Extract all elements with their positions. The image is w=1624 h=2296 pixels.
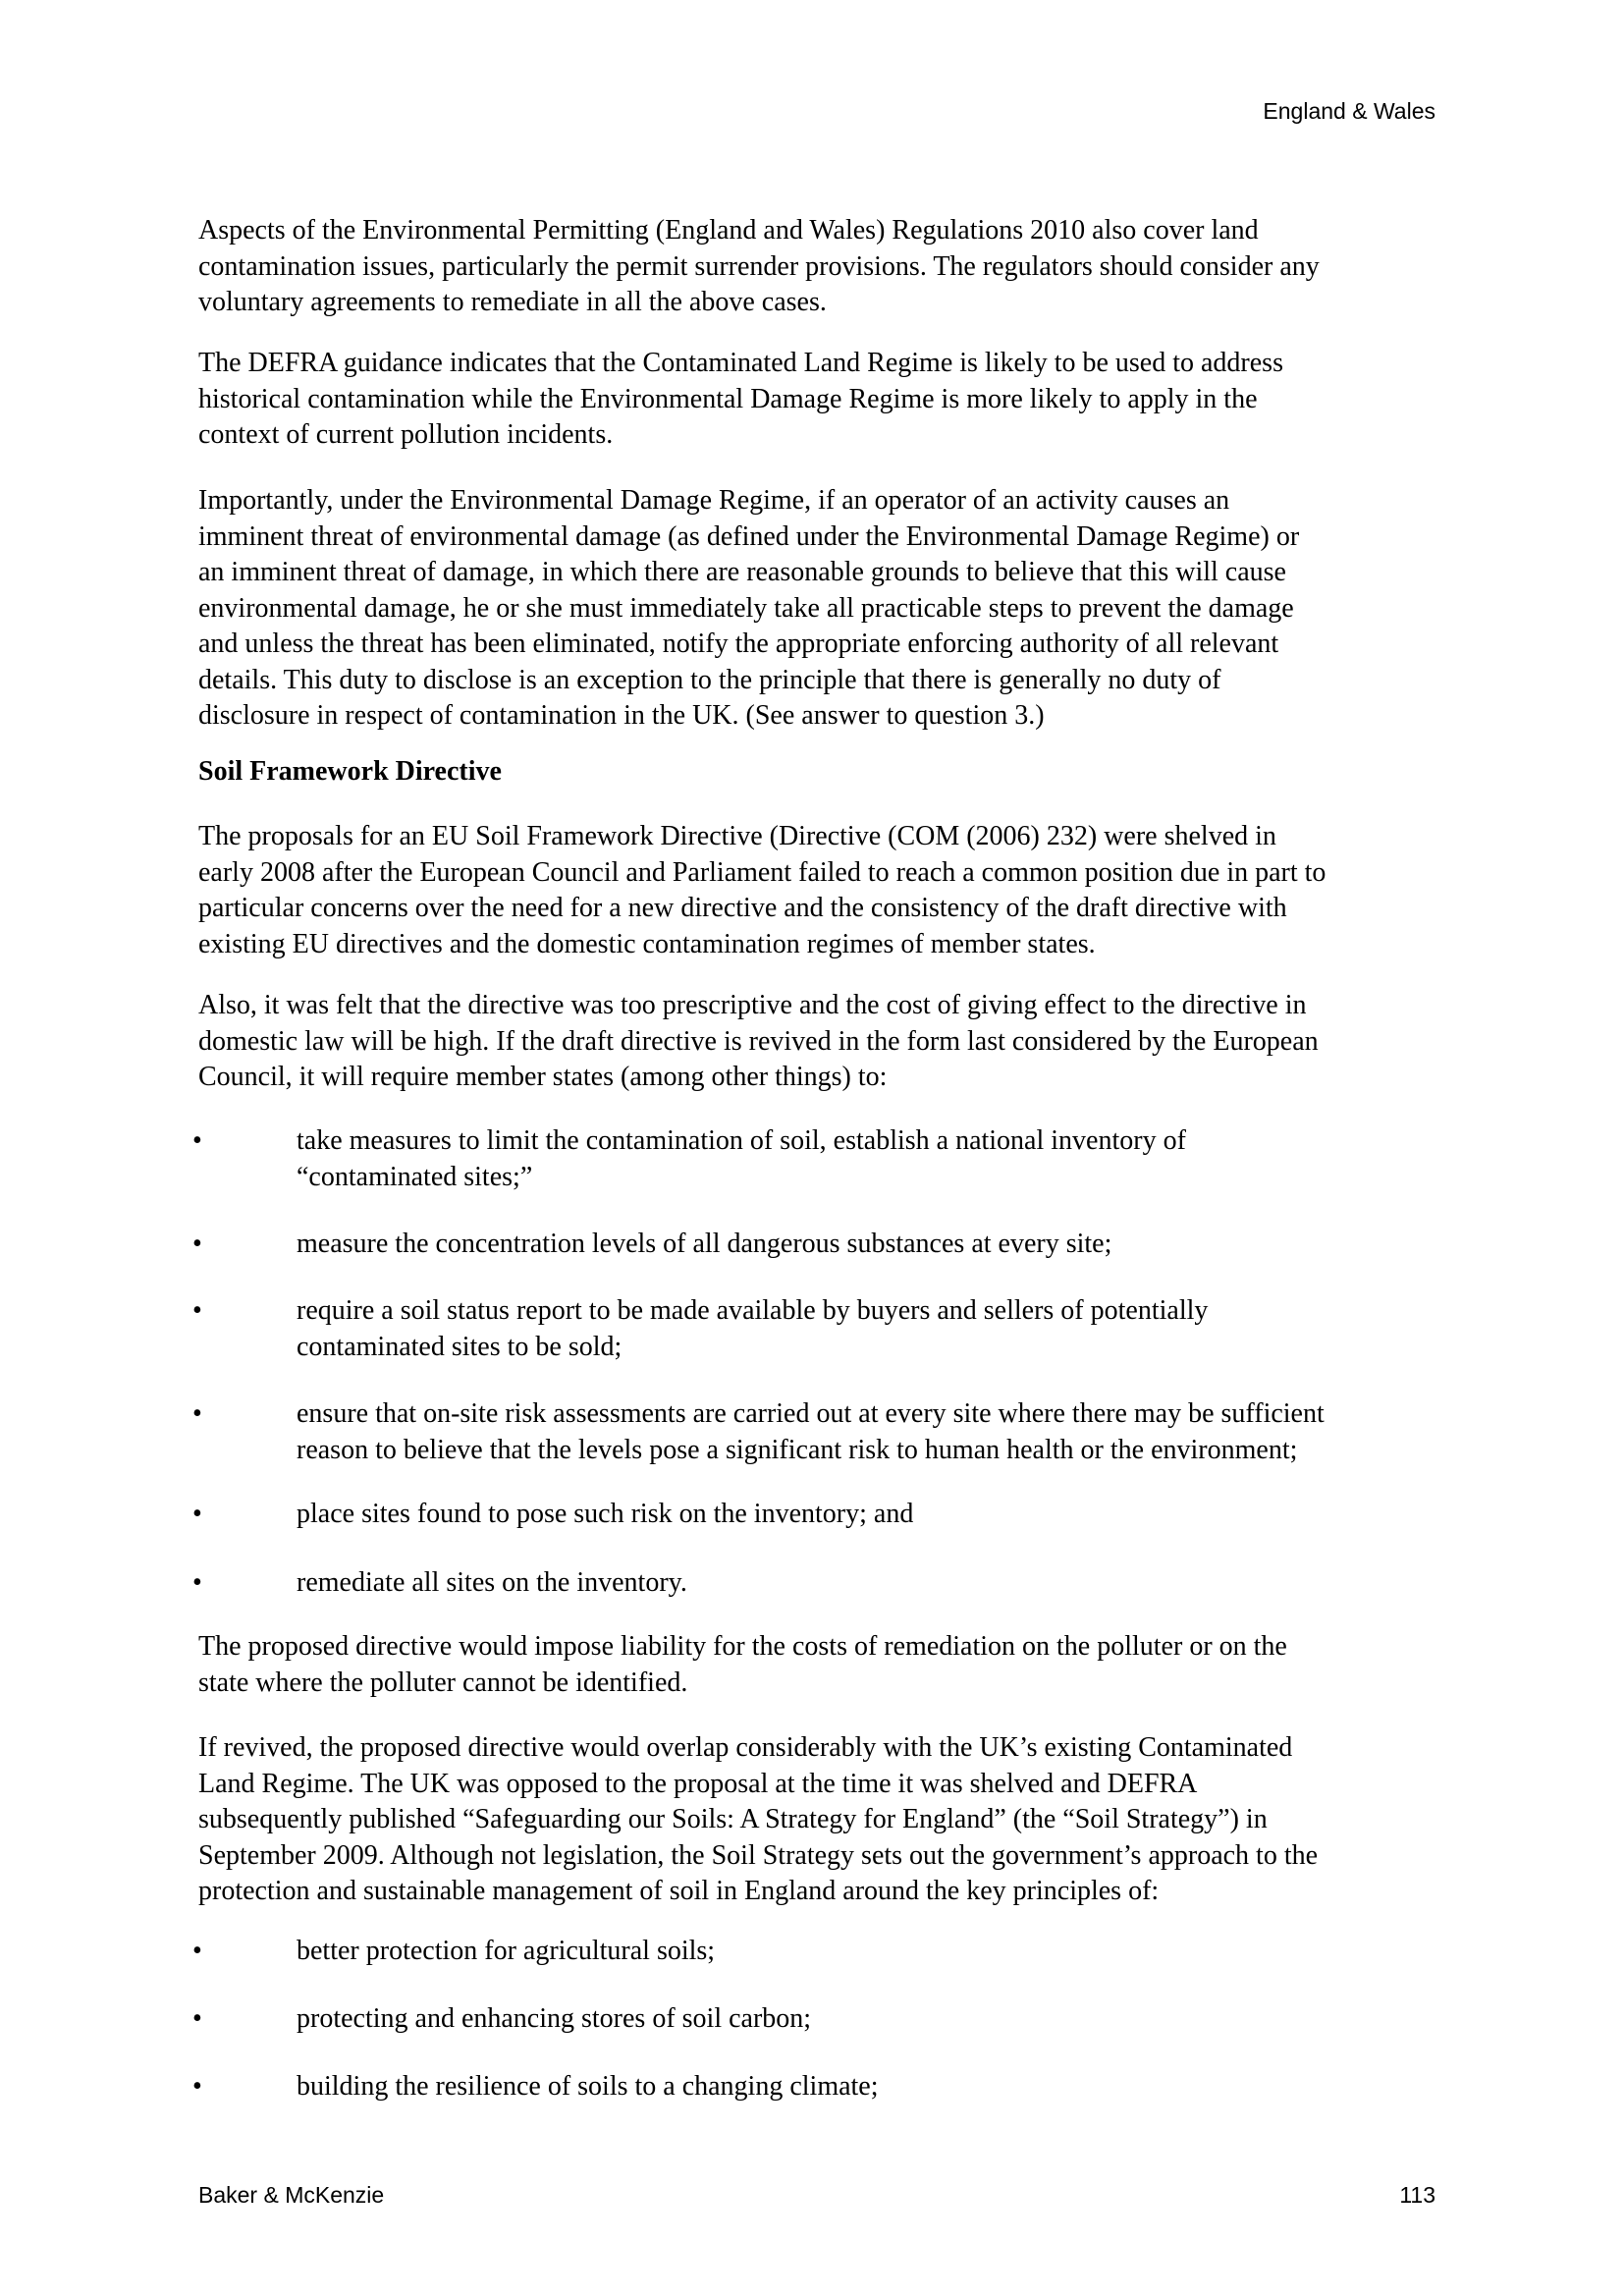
bullet-text <box>297 1396 1325 1468</box>
text-line: subsequently published “Safeguarding our Soils: A Strategy for England” (the “Soil Strategy”) in <box>198 1804 1268 1834</box>
bullet-text <box>297 1934 715 1970</box>
text-line: protection and sustainable management of soil in England around the key principles of: <box>198 1876 1160 1906</box>
text-line: contamination issues, particularly the permit surrender provisions. The regulators should consider any <box>198 250 1320 282</box>
text-line: context of current pollution incidents. <box>198 419 614 450</box>
text-line: Importantly, under the Environmental Damage Regime, if an operator of an activity causes an <box>198 485 1230 516</box>
text-line: early 2008 after the European Council and Parliament failed to reach a common position due in part to <box>198 856 1326 888</box>
text-line: remediate all sites on the inventory. <box>297 1567 687 1598</box>
text-line: voluntary agreements to remediate in all the above cases. <box>198 287 827 317</box>
bullet-icon: • <box>192 1567 202 1598</box>
text-line: If revived, the proposed directive would overlap considerably with the UK’s existing Contaminated <box>198 1732 1293 1763</box>
text-line: imminent threat of environmental damage (as defined under the Environmental Damage Regime) or <box>198 520 1300 552</box>
text-line: ensure that on-site risk assessments are carried out at every site where there may be sufficient <box>297 1398 1325 1429</box>
bullet-icon: • <box>192 1295 202 1326</box>
paragraph <box>198 1730 1455 1910</box>
paragraph <box>198 988 1455 1096</box>
bullet-text <box>297 1565 687 1602</box>
bullet-text <box>297 1123 1186 1195</box>
text-line: better protection for agricultural soils; <box>297 1936 716 1966</box>
bullet-icon: • <box>192 1499 202 1529</box>
bullet-text <box>297 2069 879 2105</box>
text-line: protecting and enhancing stores of soil carbon; <box>297 2003 812 2034</box>
text-line: reason to believe that the levels pose a significant risk to human health or the environment; <box>297 1434 1298 1465</box>
text-line: disclosure in respect of contamination in the UK. (See answer to question 3.) <box>198 700 1045 731</box>
text-line: “contaminated sites;” <box>297 1161 533 1192</box>
text-line: building the resilience of soils to a changing climate; <box>297 2071 879 2102</box>
text-line: The proposed directive would impose liability for the costs of remediation on the polluter or on the <box>198 1631 1287 1662</box>
text-line: an imminent threat of damage, in which there are reasonable grounds to believe that this will cause <box>198 557 1286 587</box>
bullet-icon: • <box>192 1398 202 1429</box>
text-line: take measures to limit the contamination of soil, establish a national inventory of <box>297 1125 1186 1156</box>
paragraph <box>198 483 1455 735</box>
page-number: 113 <box>1399 2182 1435 2208</box>
text-line: and unless the threat has been eliminated, notify the appropriate enforcing authority of all relevant <box>198 629 1279 659</box>
bullet-text <box>297 1227 1111 1263</box>
text-line: particular concerns over the need for a new directive and the consistency of the draft directive with <box>198 893 1287 923</box>
text-line: The proposals for an EU Soil Framework Directive (Directive (COM (2006) 232) were shelved in <box>198 821 1276 851</box>
text-line: The DEFRA guidance indicates that the Contaminated Land Regime is likely to be used to address <box>198 348 1283 378</box>
text-line: environmental damage, he or she must immediately take all practicable steps to prevent the damage <box>198 592 1294 624</box>
text-line: contaminated sites to be sold; <box>297 1331 623 1362</box>
bullet-icon: • <box>192 1125 202 1156</box>
text-line: Soil Framework Directive <box>198 756 502 787</box>
text-line: September 2009. Although not legislation, the Soil Strategy sets out the government’s approach to the <box>198 1839 1319 1871</box>
text-line: existing EU directives and the domestic contamination regimes of member states. <box>198 928 1096 959</box>
paragraph <box>198 346 1455 454</box>
text-line: require a soil status report to be made available by buyers and sellers of potentially <box>297 1295 1209 1326</box>
text-line: historical contamination while the Environmental Damage Regime is more likely to apply in the <box>198 383 1258 414</box>
text-line: state where the polluter cannot be identified. <box>198 1667 688 1698</box>
bullet-icon: • <box>192 1229 202 1259</box>
text-line: domestic law will be high. If the draft directive is revived in the form last considered by the European <box>198 1025 1319 1057</box>
bullet-icon: • <box>192 2003 202 2034</box>
bullet-icon: • <box>192 2071 202 2102</box>
bullet-text <box>297 1293 1208 1365</box>
section-heading <box>198 754 1455 791</box>
bullet-text <box>297 1497 913 1533</box>
bullet-text <box>297 2001 811 2038</box>
text-line: measure the concentration levels of all dangerous substances at every site; <box>297 1229 1112 1259</box>
text-line: Aspects of the Environmental Permitting (England and Wales) Regulations 2010 also cover land <box>198 215 1259 246</box>
text-line: place sites found to pose such risk on the inventory; and <box>297 1499 914 1529</box>
paragraph <box>198 819 1455 962</box>
text-line: Land Regime. The UK was opposed to the proposal at the time it was shelved and DEFRA <box>198 1768 1198 1799</box>
bullet-icon: • <box>192 1936 202 1966</box>
text-line: Also, it was felt that the directive was too prescriptive and the cost of giving effect to the directive in <box>198 990 1307 1020</box>
text-line: details. This duty to disclose is an exception to the principle that there is generally no duty of <box>198 664 1221 695</box>
running-header: England & Wales <box>1263 98 1435 124</box>
paragraph <box>198 1629 1455 1701</box>
text-line: Council, it will require member states (among other things) to: <box>198 1062 888 1092</box>
footer-firm-name: Baker & McKenzie <box>198 2182 385 2208</box>
paragraph <box>198 213 1455 321</box>
